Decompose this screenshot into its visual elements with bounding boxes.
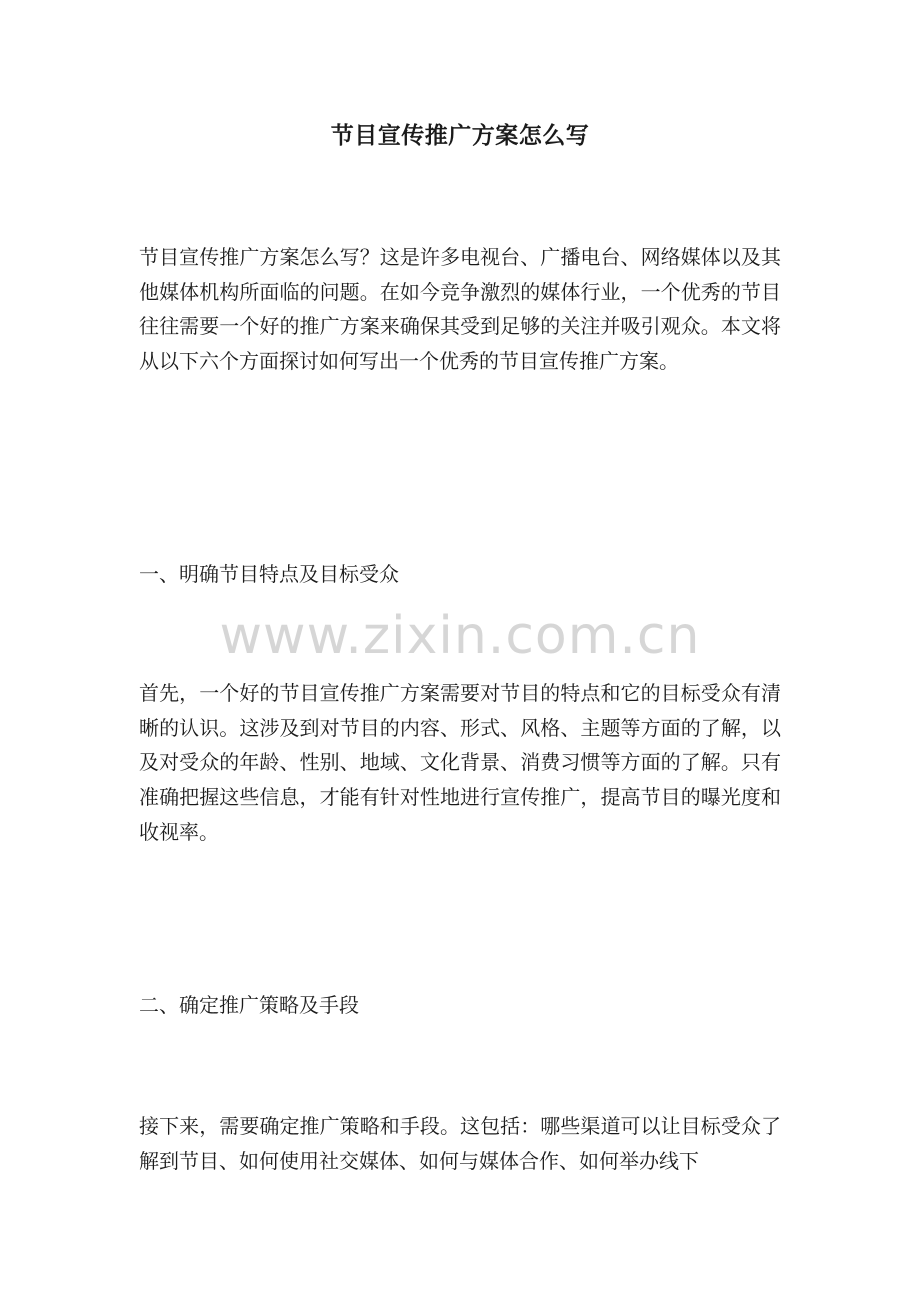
intro-paragraph: 节目宣传推广方案怎么写？这是许多电视台、广播电台、网络媒体以及其他媒体机构所面临的问题。在如今竞争激烈的媒体行业，一个优秀的节目往往需要一个好的推广方案来确保其受到足够的关注并吸引观众。本文将从以下六个方面探讨如何写出一个优秀的节目宣传推广方案。 <box>139 245 781 374</box>
section-body-1: 首先，一个好的节目宣传推广方案需要对节目的特点和它的目标受众有清晰的认识。这涉及到对节目的内容、形式、风格、主题等方面的了解，以及对受众的年龄、性别、地域、文化背景、消费习惯等方面的了解。只有准确把握这些信息，才能有针对性地进行宣传推广，提高节目的曝光度和收视率。 <box>139 681 781 844</box>
document-title: 节目宣传推广方案怎么写 <box>330 122 590 149</box>
section-heading-1: 一、明确节目特点及目标受众 <box>139 562 399 586</box>
watermark-text: www.zixin.com.cn <box>219 606 701 666</box>
section-body-2: 接下来，需要确定推广策略和手段。这包括：哪些渠道可以让目标受众了解到节目、如何使用社交媒体、如何与媒体合作、如何举办线下 <box>139 1114 781 1173</box>
section-heading-2: 二、确定推广策略及手段 <box>139 993 359 1017</box>
